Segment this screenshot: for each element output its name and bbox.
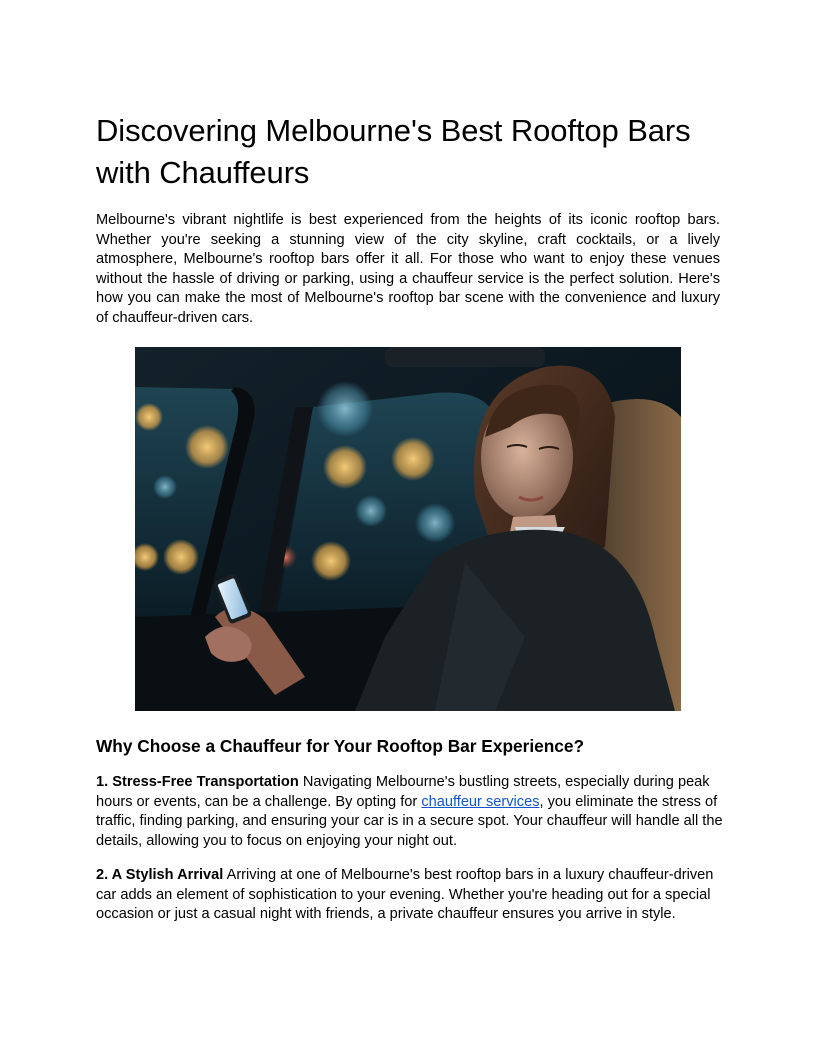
chauffeur-services-link[interactable]: chauffeur services bbox=[421, 793, 540, 810]
point-text-after-link: , you eliminate the stress of traffic, finding parking, and ensuring your car is in a secure spot. Your chauffeur will handle all the details, allowing you to focus on enjoying your night out. bbox=[96, 793, 723, 849]
point-stress-free bbox=[96, 773, 726, 851]
article-photo bbox=[135, 347, 681, 711]
intro-paragraph: Melbourne's vibrant nightlife is best experienced from the heights of its iconic rooftop bars. Whether you're seeking a stunning view of the city skyline, craft cocktails, or a lively atmosphere, Melbourne's rooftop bars offer it all. For those who want to enjoy these venues without the hassle of driving or parking, using a chauffeur service is the perfect solution. Here's how you can make the most of Melbourne's rooftop bar scene with the convenience and luxury of chauffeur-driven cars. bbox=[96, 212, 720, 326]
page-title: Discovering Melbourne's Best Rooftop Bars with Chauffeurs bbox=[96, 113, 691, 190]
point-label: 2. A Stylish Arrival bbox=[96, 867, 224, 883]
point-text-before-link: Navigating Melbourne's bustling streets, especially during peak hours or events, can be a challenge. By opting for bbox=[96, 774, 710, 810]
point-text: Arriving at one of Melbourne's best rooftop bars in a luxury chauffeur-driven car adds an element of sophistication to your evening. Whether you're heading out for a special occasion or just a casual night with friends, a private chauffeur ensures you arrive in style. bbox=[96, 867, 714, 922]
point-stylish-arrival bbox=[96, 866, 726, 925]
section-heading: Why Choose a Chauffeur for Your Rooftop Bar Experience? bbox=[96, 736, 585, 756]
point-label: 1. Stress-Free Transportation bbox=[96, 774, 299, 790]
